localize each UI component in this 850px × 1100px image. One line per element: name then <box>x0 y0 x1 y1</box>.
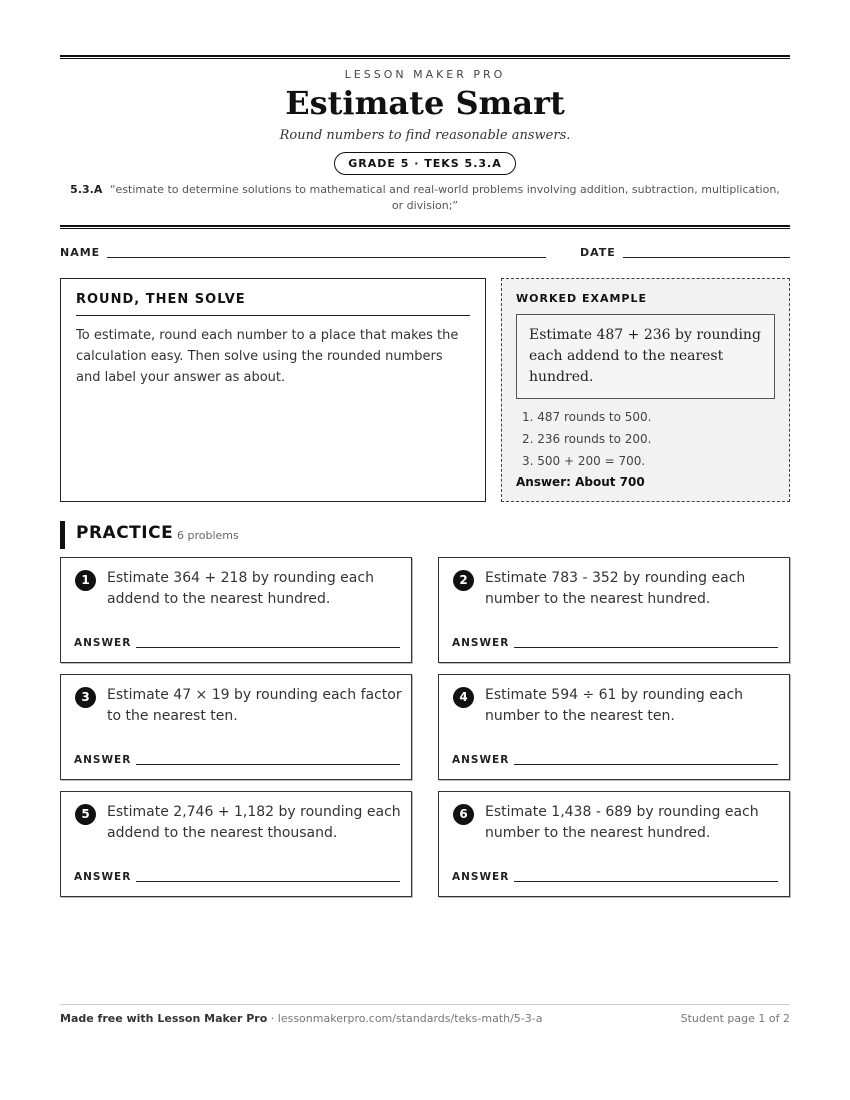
problem-number: 5 <box>75 804 96 825</box>
problem-prompt: Estimate 2,746 + 1,182 by rounding each addend to the nearest thousand. <box>107 804 401 841</box>
worked-example-steps <box>516 406 775 472</box>
standard-description <box>70 182 780 214</box>
header-bottom-rule <box>60 225 790 229</box>
instructions-heading: ROUND, THEN SOLVE <box>76 292 470 316</box>
problem-card-3 <box>60 674 412 780</box>
name-field[interactable] <box>107 257 546 258</box>
answer-field[interactable] <box>514 647 778 648</box>
worked-example-answer: Answer: About 700 <box>516 475 645 489</box>
worksheet-page <box>60 0 790 1100</box>
header-top-rule <box>60 55 790 59</box>
problem-card-4 <box>438 674 790 780</box>
answer-field[interactable] <box>136 647 400 648</box>
page-title: Estimate Smart <box>285 84 565 122</box>
name-label: NAME <box>60 246 101 259</box>
answer-label: ANSWER <box>452 637 510 649</box>
footer-credit <box>60 1012 542 1025</box>
problem-prompt: Estimate 1,438 - 689 by rounding each number to the nearest hundred. <box>485 804 759 841</box>
grade-badge-wrap <box>60 152 790 175</box>
standard-code: 5.3.A <box>70 183 103 196</box>
footer-made-with: Made free with Lesson Maker Pro <box>60 1012 268 1025</box>
footer-page-number: Student page 1 of 2 <box>680 1012 790 1025</box>
instructions-box <box>60 278 486 502</box>
practice-title: PRACTICE <box>76 523 174 543</box>
answer-label: ANSWER <box>74 754 132 766</box>
problem-prompt: Estimate 594 ÷ 61 by rounding each number to the nearest ten. <box>485 687 744 724</box>
problem-number: 6 <box>453 804 474 825</box>
worked-example-step: 2. 236 rounds to 200. <box>522 432 652 446</box>
grade-badge: GRADE 5 · TEKS 5.3.A <box>334 152 515 175</box>
brand-name: LESSON MAKER PRO <box>344 68 506 81</box>
worked-example-box <box>501 278 790 502</box>
problem-card-2 <box>438 557 790 663</box>
answer-label: ANSWER <box>74 871 132 883</box>
problem-prompt: Estimate 364 + 218 by rounding each addend to the nearest hundred. <box>107 570 374 607</box>
answer-field[interactable] <box>514 881 778 882</box>
answer-label: ANSWER <box>74 637 132 649</box>
worked-example-problem: Estimate 487 + 236 by rounding each addend to the nearest hundred. <box>516 314 775 399</box>
problem-card-5 <box>60 791 412 897</box>
problem-prompt: Estimate 47 × 19 by rounding each factor to the nearest ten. <box>107 687 402 724</box>
problem-number: 4 <box>453 687 474 708</box>
answer-field[interactable] <box>136 764 400 765</box>
problem-prompt: Estimate 783 - 352 by rounding each number to the nearest hundred. <box>485 570 746 607</box>
answer-field[interactable] <box>136 881 400 882</box>
problem-number: 2 <box>453 570 474 591</box>
problem-number: 1 <box>75 570 96 591</box>
worked-example-step: 1. 487 rounds to 500. <box>522 410 652 424</box>
answer-label: ANSWER <box>452 754 510 766</box>
date-label: DATE <box>580 246 616 259</box>
worked-example-step: 3. 500 + 200 = 700. <box>522 454 646 468</box>
worked-example-heading: WORKED EXAMPLE <box>516 292 647 305</box>
standard-text: “estimate to determine solutions to mathematical and real-world problems involving addition, subtraction, multiplication, or division;” <box>109 183 780 212</box>
page-subtitle: Round numbers to find reasonable answers. <box>279 128 571 143</box>
instructions-text: To estimate, round each number to a place that makes the calculation easy. Then solve using the rounded numbers and label your answer as about. <box>76 328 459 385</box>
footer-url[interactable]: · lessonmakerpro.com/standards/teks-math/5-3-a <box>267 1012 543 1025</box>
problem-number: 3 <box>75 687 96 708</box>
practice-count: 6 problems <box>177 529 239 542</box>
practice-accent-bar <box>60 521 65 549</box>
answer-label: ANSWER <box>452 871 510 883</box>
problem-card-6 <box>438 791 790 897</box>
date-field[interactable] <box>623 257 790 258</box>
problem-card-1 <box>60 557 412 663</box>
answer-field[interactable] <box>514 764 778 765</box>
footer-rule <box>60 1004 790 1005</box>
